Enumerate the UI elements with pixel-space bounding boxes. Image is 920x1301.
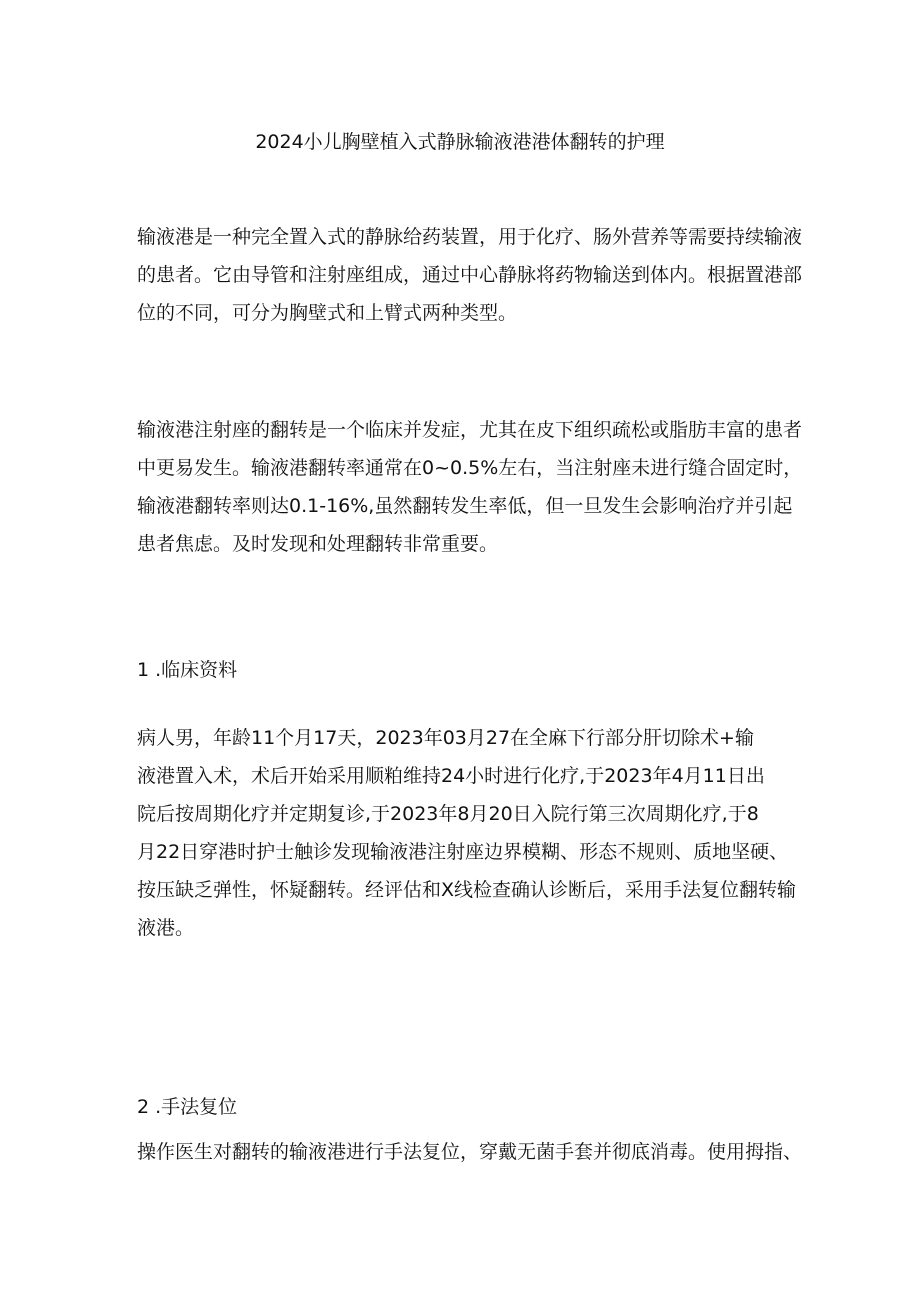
paragraph-line: 输液港注射座的翻转是一个临床并发症，尤其在皮下组织疏松或脂肪丰富的患者 [137, 419, 803, 441]
paragraph-line: 的患者。它由导管和注射座组成，通过中心静脉将药物输送到体内。根据置港部 [137, 264, 803, 286]
paragraph-line: 操作医生对翻转的输液港进行手法复位，穿戴无菌手套并彻底消毒。使用拇指、 [137, 1141, 803, 1163]
paragraph-line: 中更易发生。输液港翻转率通常在0~0.5%左右，当注射座未进行缝合固定时， [137, 457, 803, 479]
section-heading-manual-reduction: 2 .手法复位 [137, 1096, 238, 1118]
paragraph-line: 液港置入术，术后开始采用顺粕维持24小时进行化疗,于2023年4月11日出 [137, 765, 765, 787]
paragraph-procedure [137, 1133, 803, 1171]
paragraph-line: 位的不同，可分为胸壁式和上臂式两种类型。 [137, 302, 518, 324]
section-heading-clinical-data: 1 .临床资料 [137, 659, 238, 681]
paragraph-line: 病人男，年龄11个月17天，2023年03月27在全麻下行部分肝切除术+输 [137, 727, 754, 749]
paragraph-case [137, 719, 797, 947]
paragraph-line: 院后按周期化疗并定期复诊,于2023年8月20日入院行第三次周期化疗,于8 [137, 803, 759, 825]
paragraph-line: 按压缺乏弹性，怀疑翻转。经评估和X线检查确认诊断后，采用手法复位翻转输 [137, 879, 797, 901]
paragraph-line: 液港。 [137, 917, 195, 939]
paragraph-complication [137, 411, 803, 563]
paragraph-line: 输液港是一种完全置入式的静脉给药装置，用于化疗、肠外营养等需要持续输液 [137, 226, 803, 248]
document-title: 2024小儿胸壁植入式静脉输液港港体翻转的护理 [255, 131, 665, 153]
paragraph-intro [137, 218, 803, 332]
paragraph-line: 月22日穿港时护士触诊发现输液港注射座边界模糊、形态不规则、质地坚硬、 [137, 841, 789, 863]
paragraph-line: 输液港翻转率则达0.1-16%,虽然翻转发生率低，但一旦发生会影响治疗并引起 [137, 495, 793, 517]
paragraph-line: 患者焦虑。及时发现和处理翻转非常重要。 [137, 533, 499, 555]
